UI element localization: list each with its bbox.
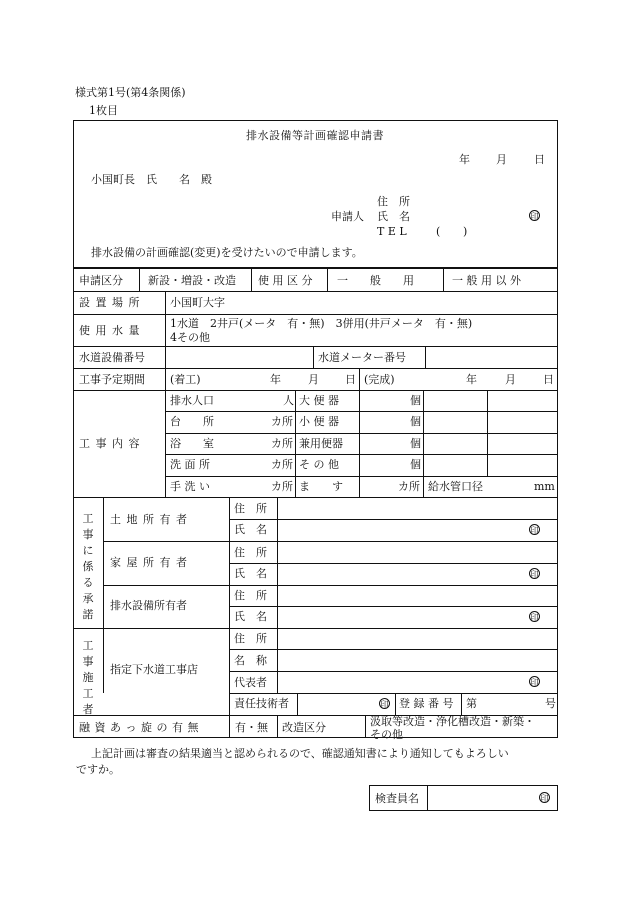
schedule-start-year: 年 xyxy=(270,373,281,386)
contractor-address-label: 住 所 xyxy=(234,632,267,645)
sheet-number: 1枚目 xyxy=(89,104,118,117)
right-item-unit: 個 xyxy=(410,415,421,428)
addressee: 小国町長 氏 名 殿 xyxy=(91,173,212,186)
left-item-name: 浴 室 xyxy=(170,437,214,450)
modification-line1: 汲取等改造・浄化槽改造・新築・ xyxy=(370,715,535,728)
date-year: 年 xyxy=(459,153,470,166)
waterworks-number-label: 水道設備番号 xyxy=(79,351,145,364)
land-owner-label: 土 地 所 有 者 xyxy=(110,513,188,526)
schedule-start-day: 日 xyxy=(345,373,356,386)
house-owner-label: 家 屋 所 有 者 xyxy=(110,556,188,569)
representative-seal-icon: 印 xyxy=(530,678,539,687)
consent-name-label: 氏 名 xyxy=(234,567,267,580)
footer-note-line1: 上記計画は審査の結果適当と認められるので、確認通知書により通知してもよろしい xyxy=(91,747,509,760)
date-day: 日 xyxy=(534,153,545,166)
right-item-unit: 個 xyxy=(410,394,421,407)
modification-line2: その他 xyxy=(370,728,403,741)
form-title: 排水設備等計画確認申請書 xyxy=(246,129,384,142)
right-item-name: ま す xyxy=(299,480,343,493)
right-item-unit: 個 xyxy=(410,458,421,471)
applicant-label: 申請人 xyxy=(331,210,364,223)
left-item-unit: カ所 xyxy=(271,415,293,428)
right-item-name: そ の 他 xyxy=(299,458,339,471)
location-value: 小国町大字 xyxy=(170,296,225,309)
tel-paren-close: ) xyxy=(463,225,468,238)
registration-suffix: 号 xyxy=(545,697,556,710)
drainage-owner-label: 排水設備所有者 xyxy=(110,599,187,612)
financing-label: 融 資 あ っ 旋 の 有 無 xyxy=(79,721,199,734)
water-meter-number-label: 水道メーター番号 xyxy=(318,351,406,364)
schedule-end-month: 月 xyxy=(505,373,516,386)
right-item-name: 小 便 器 xyxy=(299,415,339,428)
left-item-unit: カ所 xyxy=(271,458,293,471)
schedule-end-day: 日 xyxy=(543,373,554,386)
application-category-label: 申請区分 xyxy=(79,274,123,287)
left-item-unit: カ所 xyxy=(271,437,293,450)
left-item-unit: 人 xyxy=(283,394,294,407)
date-month: 月 xyxy=(496,153,507,166)
contractor-company-label: 指定下水道工事店 xyxy=(110,663,198,676)
schedule-end: (完成) xyxy=(364,373,395,386)
financing-value: 有・無 xyxy=(235,721,268,734)
registration-prefix: 第 xyxy=(466,697,477,710)
schedule-start: (着工) xyxy=(170,373,201,386)
consent-name-label: 氏 名 xyxy=(234,610,267,623)
use-category-label: 使 用 区 分 xyxy=(258,274,313,287)
registration-label: 登 録 番 号 xyxy=(399,697,454,710)
schedule-end-year: 年 xyxy=(466,373,477,386)
request-text: 排水設備の計画確認(変更)を受けたいので申請します。 xyxy=(91,246,363,259)
drainage-owner-seal-icon: 印 xyxy=(530,613,539,622)
consent-name-label: 氏 名 xyxy=(234,523,267,536)
water-usage-line2: 4その他 xyxy=(170,331,210,344)
water-usage-line1: 1水道 2井戸(メータ 有・無) 3併用(井戸メータ 有・無) xyxy=(170,317,473,330)
left-item-name: 洗 面 所 xyxy=(170,458,210,471)
inspector-label: 検査員名 xyxy=(375,792,419,805)
modification-label: 改造区分 xyxy=(282,721,326,734)
engineer-seal-icon: 印 xyxy=(380,700,389,709)
use-other: 一 般 用 以 外 xyxy=(452,274,521,287)
tel-label: T E L xyxy=(377,225,407,238)
right-item-name: 大 便 器 xyxy=(299,394,339,407)
consent-label: 工事に係る承諾 xyxy=(82,512,94,621)
consent-address-label: 住 所 xyxy=(234,502,267,515)
representative-label: 代表者 xyxy=(234,676,267,689)
schedule-label: 工事予定期間 xyxy=(79,373,145,386)
applicant-seal-icon: 印 xyxy=(530,212,539,221)
left-item-name: 手 洗 い xyxy=(170,480,210,493)
location-label: 設 置 場 所 xyxy=(79,296,141,309)
applicant-name-label: 氏 名 xyxy=(377,210,410,223)
inspector-seal-icon: 印 xyxy=(540,794,549,803)
right-item-unit: カ所 xyxy=(398,480,420,493)
form-number: 様式第1号(第4条関係) xyxy=(75,86,186,99)
left-item-name: 台 所 xyxy=(170,415,214,428)
supply-pipe-label: 給水管口径 xyxy=(428,480,483,493)
supply-pipe-unit: mm xyxy=(534,480,555,493)
contractor-title-label: 名 称 xyxy=(234,654,267,667)
footer-note-line2: ですか。 xyxy=(76,763,120,776)
consent-address-label: 住 所 xyxy=(234,589,267,602)
right-item-unit: 個 xyxy=(410,437,421,450)
left-item-name: 排水人口 xyxy=(170,394,214,407)
schedule-start-month: 月 xyxy=(308,373,319,386)
applicant-address-label: 住 所 xyxy=(377,195,410,208)
tel-paren-open: ( xyxy=(436,225,441,238)
use-general: 一 般 用 xyxy=(337,274,414,287)
right-item-name: 兼用便器 xyxy=(299,437,343,450)
application-category-value: 新設・増設・改造 xyxy=(148,274,236,287)
engineer-label: 責任技術者 xyxy=(234,697,289,710)
water-usage-label: 使 用 水 量 xyxy=(79,324,141,337)
work-details-label: 工 事 内 容 xyxy=(79,437,141,450)
left-item-unit: カ所 xyxy=(271,480,293,493)
contractor-label: 工事施工者 xyxy=(82,639,94,716)
house-owner-seal-icon: 印 xyxy=(530,570,539,579)
consent-address-label: 住 所 xyxy=(234,546,267,559)
land-owner-seal-icon: 印 xyxy=(530,526,539,535)
